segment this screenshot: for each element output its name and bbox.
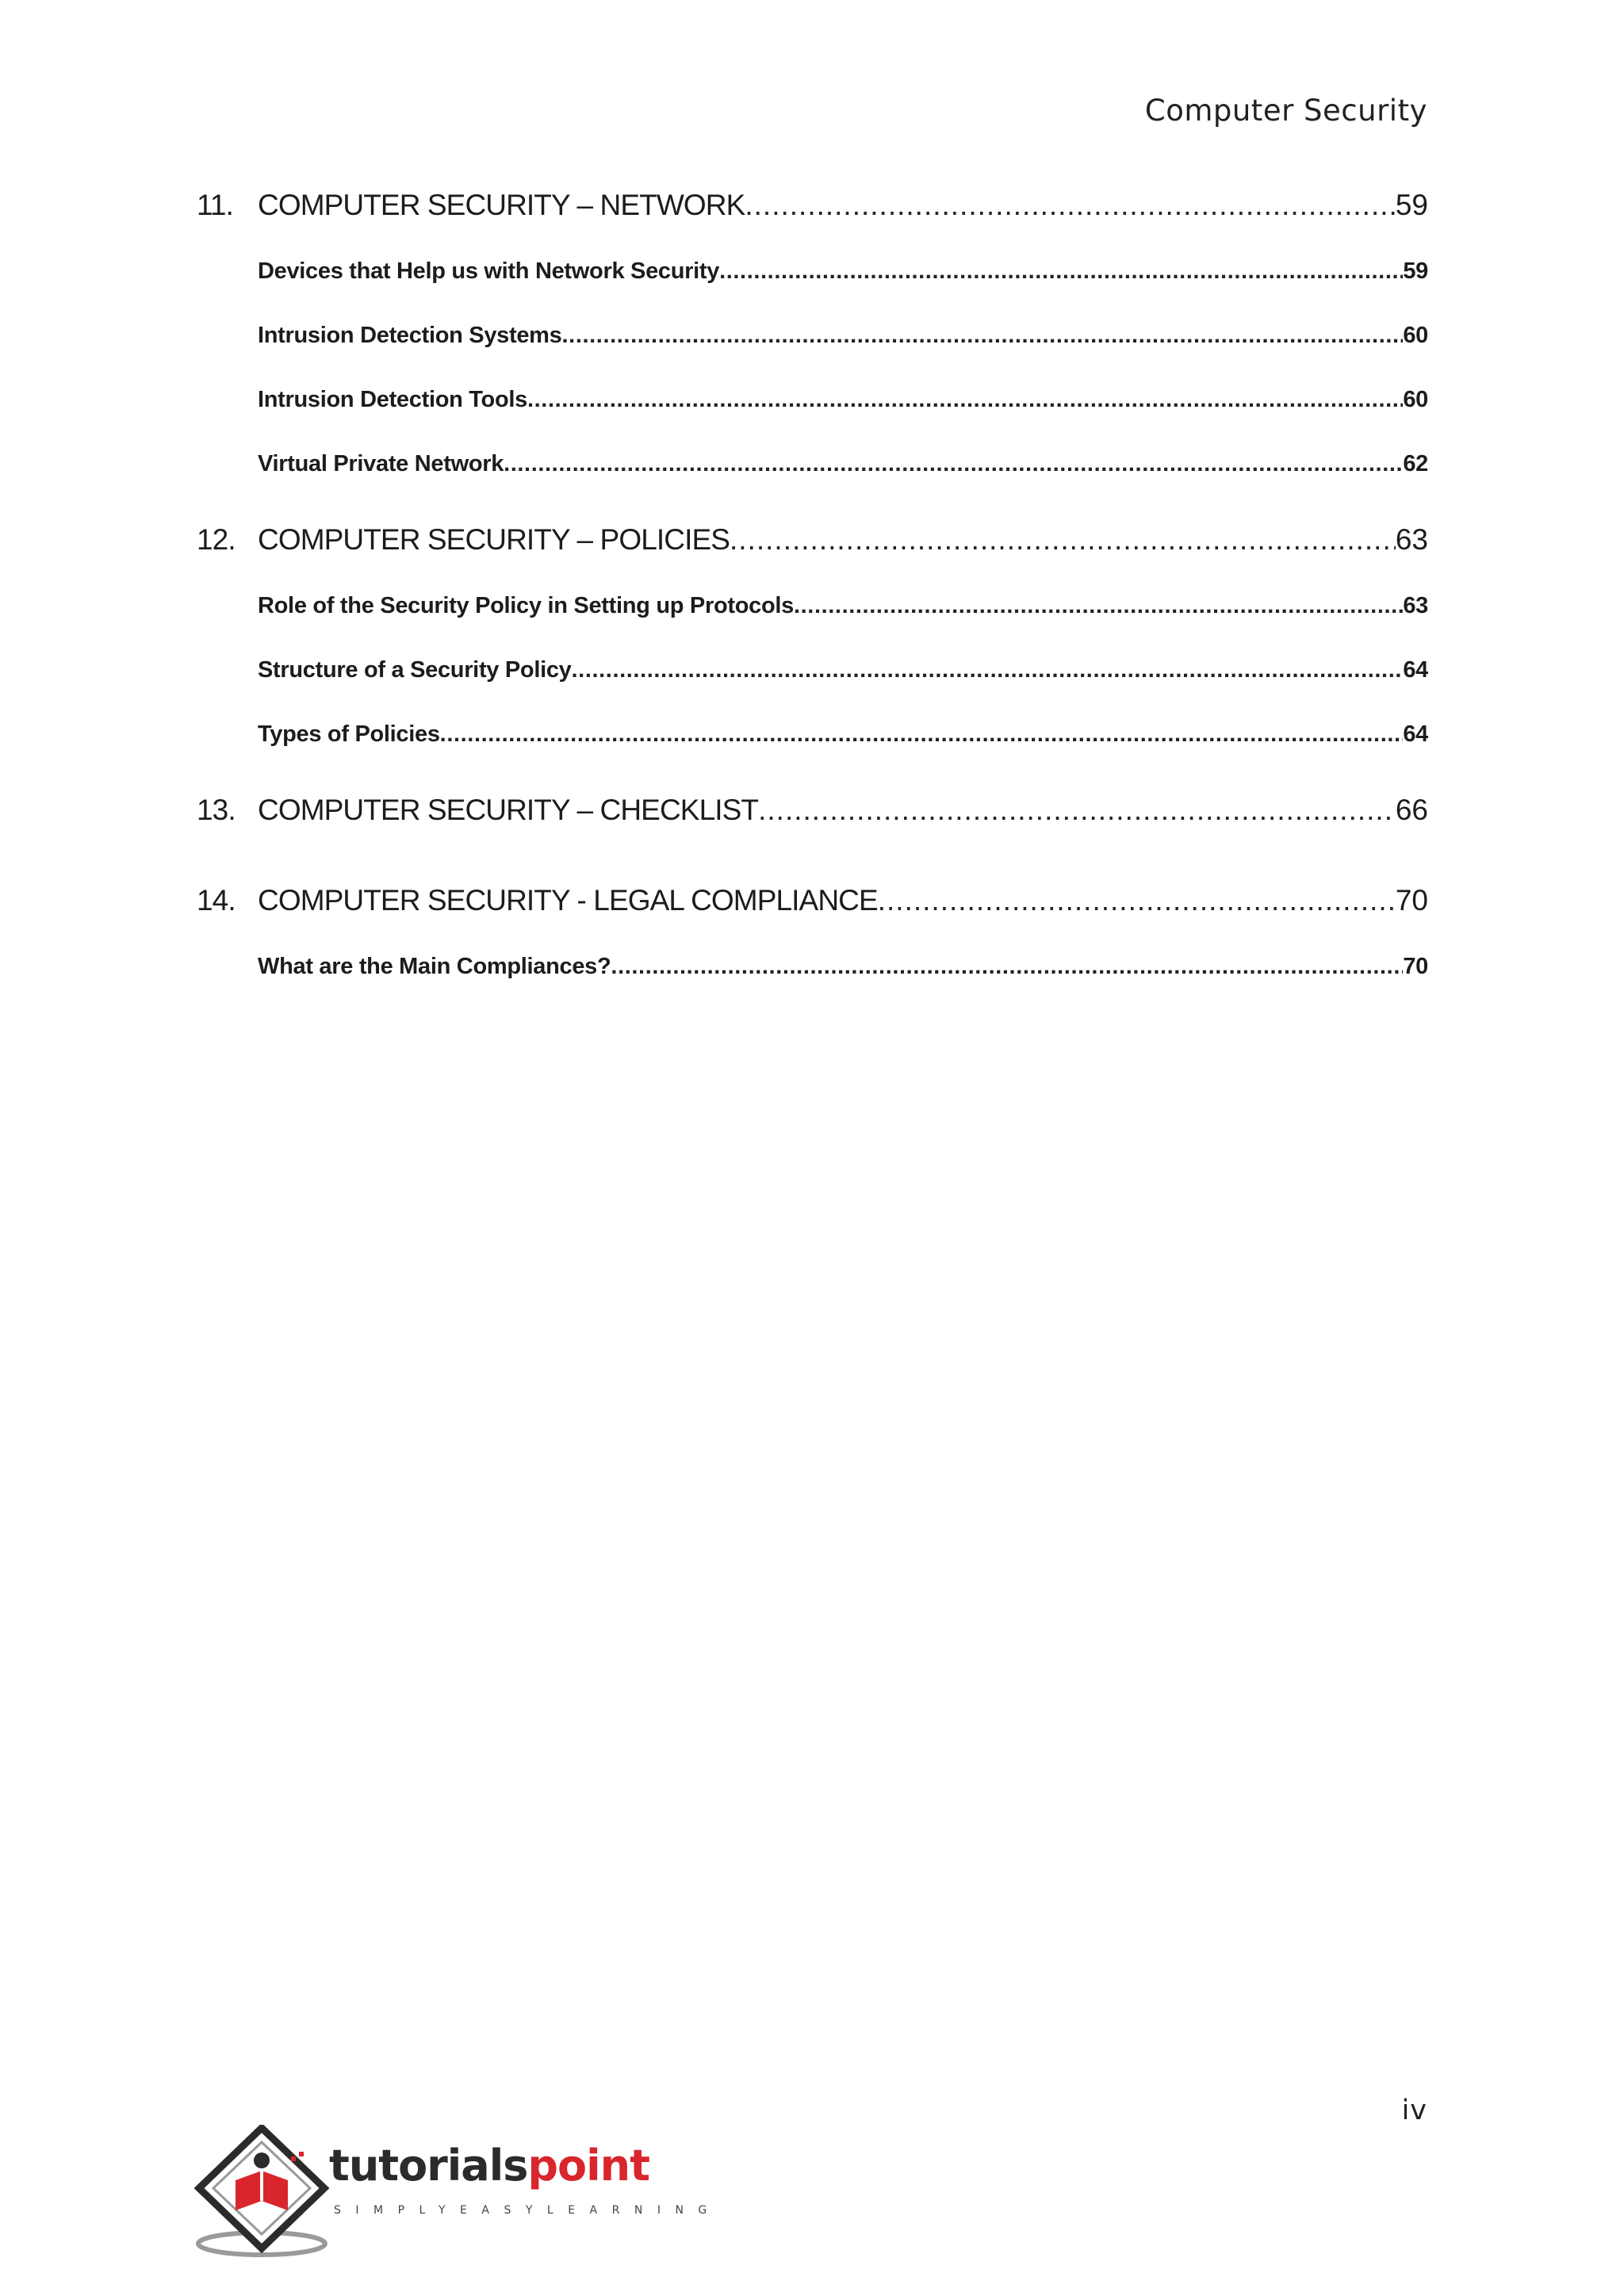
toc-chapter-13[interactable] (197, 794, 1428, 827)
section-title: Structure of a Security Policy (258, 657, 572, 683)
dot-leader (440, 721, 1404, 748)
section-title: Types of Policies (258, 721, 440, 747)
toc-section[interactable] (197, 593, 1428, 619)
toc-section[interactable] (197, 387, 1428, 413)
page-number: 59 (1403, 258, 1428, 284)
dot-leader (794, 593, 1403, 619)
footer-page-number: iv (1401, 2095, 1427, 2126)
dot-leader (572, 657, 1404, 683)
section-title: Devices that Help us with Network Security (258, 258, 720, 284)
chapter-title: COMPUTER SECURITY – NETWORK (258, 189, 745, 221)
table-of-contents (197, 189, 1428, 980)
section-title: Intrusion Detection Tools (258, 387, 527, 412)
dot-leader (758, 794, 1396, 827)
page-number: 63 (1395, 523, 1428, 556)
dot-leader (562, 323, 1404, 349)
page-number: 60 (1403, 387, 1428, 412)
toc-section[interactable] (197, 954, 1428, 980)
chapter-title: COMPUTER SECURITY - LEGAL COMPLIANCE (258, 884, 878, 916)
chapter-title: COMPUTER SECURITY – POLICIES (258, 523, 730, 556)
logo-tagline: SIMPLYEASYLEARNING (334, 2204, 722, 2217)
chapter-number: 14. (197, 884, 236, 916)
tutorialspoint-logo (194, 2125, 722, 2260)
logo-wordmark (329, 2141, 649, 2191)
chapter-number: 11. (197, 189, 233, 221)
logo-word-tutorials: tutorials (329, 2141, 528, 2191)
section-title: Virtual Private Network (258, 451, 504, 476)
chapter-number: 13. (197, 794, 236, 826)
toc-section[interactable] (197, 258, 1428, 285)
page-number: 64 (1403, 657, 1428, 683)
section-title: What are the Main Compliances? (258, 954, 611, 979)
page-number: 62 (1403, 451, 1428, 476)
page-number: 59 (1395, 189, 1428, 221)
toc-chapter-12[interactable] (197, 523, 1428, 557)
toc-section[interactable] (197, 451, 1428, 477)
toc-chapter-11[interactable] (197, 189, 1428, 222)
logo-word-point: point (527, 2141, 649, 2191)
page-number: 70 (1403, 954, 1428, 979)
toc-section[interactable] (197, 721, 1428, 748)
dot-leader (878, 884, 1396, 917)
page-number: 66 (1395, 794, 1428, 826)
section-title: Role of the Security Policy in Setting up Protocols (258, 593, 794, 618)
dot-leader (611, 954, 1403, 980)
running-header: Computer Security (1144, 94, 1427, 128)
toc-section[interactable] (197, 657, 1428, 683)
dot-leader (730, 523, 1396, 557)
dot-leader (719, 258, 1403, 285)
page-number: 64 (1403, 721, 1428, 747)
dot-leader (745, 189, 1395, 222)
page-number: 60 (1403, 323, 1428, 348)
toc-chapter-14[interactable] (197, 884, 1428, 917)
section-title: Intrusion Detection Systems (258, 323, 562, 348)
page-number: 70 (1395, 884, 1428, 916)
logo-mark-icon (194, 2125, 337, 2260)
chapter-title: COMPUTER SECURITY – CHECKLIST (258, 794, 759, 826)
dot-leader (527, 387, 1403, 413)
page-number: 63 (1403, 593, 1428, 618)
toc-section[interactable] (197, 323, 1428, 349)
chapter-number: 12. (197, 523, 236, 556)
dot-leader (504, 451, 1403, 477)
